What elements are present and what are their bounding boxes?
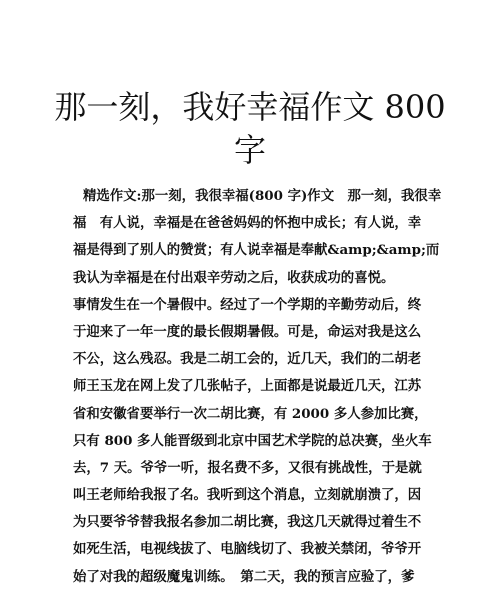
body-line: 叫王老师给我报了名。我听到这个消息，立刻就崩溃了，因	[73, 487, 422, 504]
body-line: 精选作文:那一刻，我很幸福(800 字)作文 那一刻，我很幸	[83, 188, 442, 204]
body-line: 为只要爷爷替我报名参加二胡比赛，我这几天就得过着生不	[73, 514, 422, 531]
body-line: 福是得到了别人的赞赏；有人说幸福是奉献&amp;&amp;而	[73, 242, 440, 259]
article-title-line-2: 字	[233, 131, 266, 169]
article-title-line-1: 那一刻，我好幸福作文 800	[54, 88, 446, 126]
body-line: 福 有人说，幸福是在爸爸妈妈的怀抱中成长；有人说，幸	[73, 215, 422, 232]
body-line: 始了对我的超级魔鬼训练。 第二天，我的预言应验了，爹	[73, 568, 415, 585]
body-line: 只有 800 多人能晋级到北京中国艺术学院的总决赛，坐火车	[73, 432, 432, 449]
body-line: 师王玉龙在网上发了几张帖子，上面都是说最近几天，江苏	[73, 378, 422, 395]
article-title	[40, 86, 460, 172]
body-line: 不公，这么残忍。我是二胡工会的，近几天，我们的二胡老	[73, 351, 422, 368]
body-line: 省和安徽省要举行一次二胡比赛，有 2000 多人参加比赛，	[73, 405, 428, 422]
body-line: 于迎来了一年一度的最长假期暑假。可是，命运对我是这么	[73, 323, 422, 340]
body-line: 事情发生在一个暑假中。经过了一个学期的辛勤劳动后，终	[73, 296, 422, 313]
body-line: 去，7 天。爷爷一听，报名费不多，又很有挑战性，于是就	[73, 459, 422, 476]
body-line: 我认为幸福是在付出艰辛劳动之后，收获成功的喜悦。	[73, 269, 395, 286]
article-body	[73, 183, 442, 591]
body-line: 如死生活，电视线拔了、电脑线切了、我被关禁闭，爷爷开	[73, 541, 422, 558]
